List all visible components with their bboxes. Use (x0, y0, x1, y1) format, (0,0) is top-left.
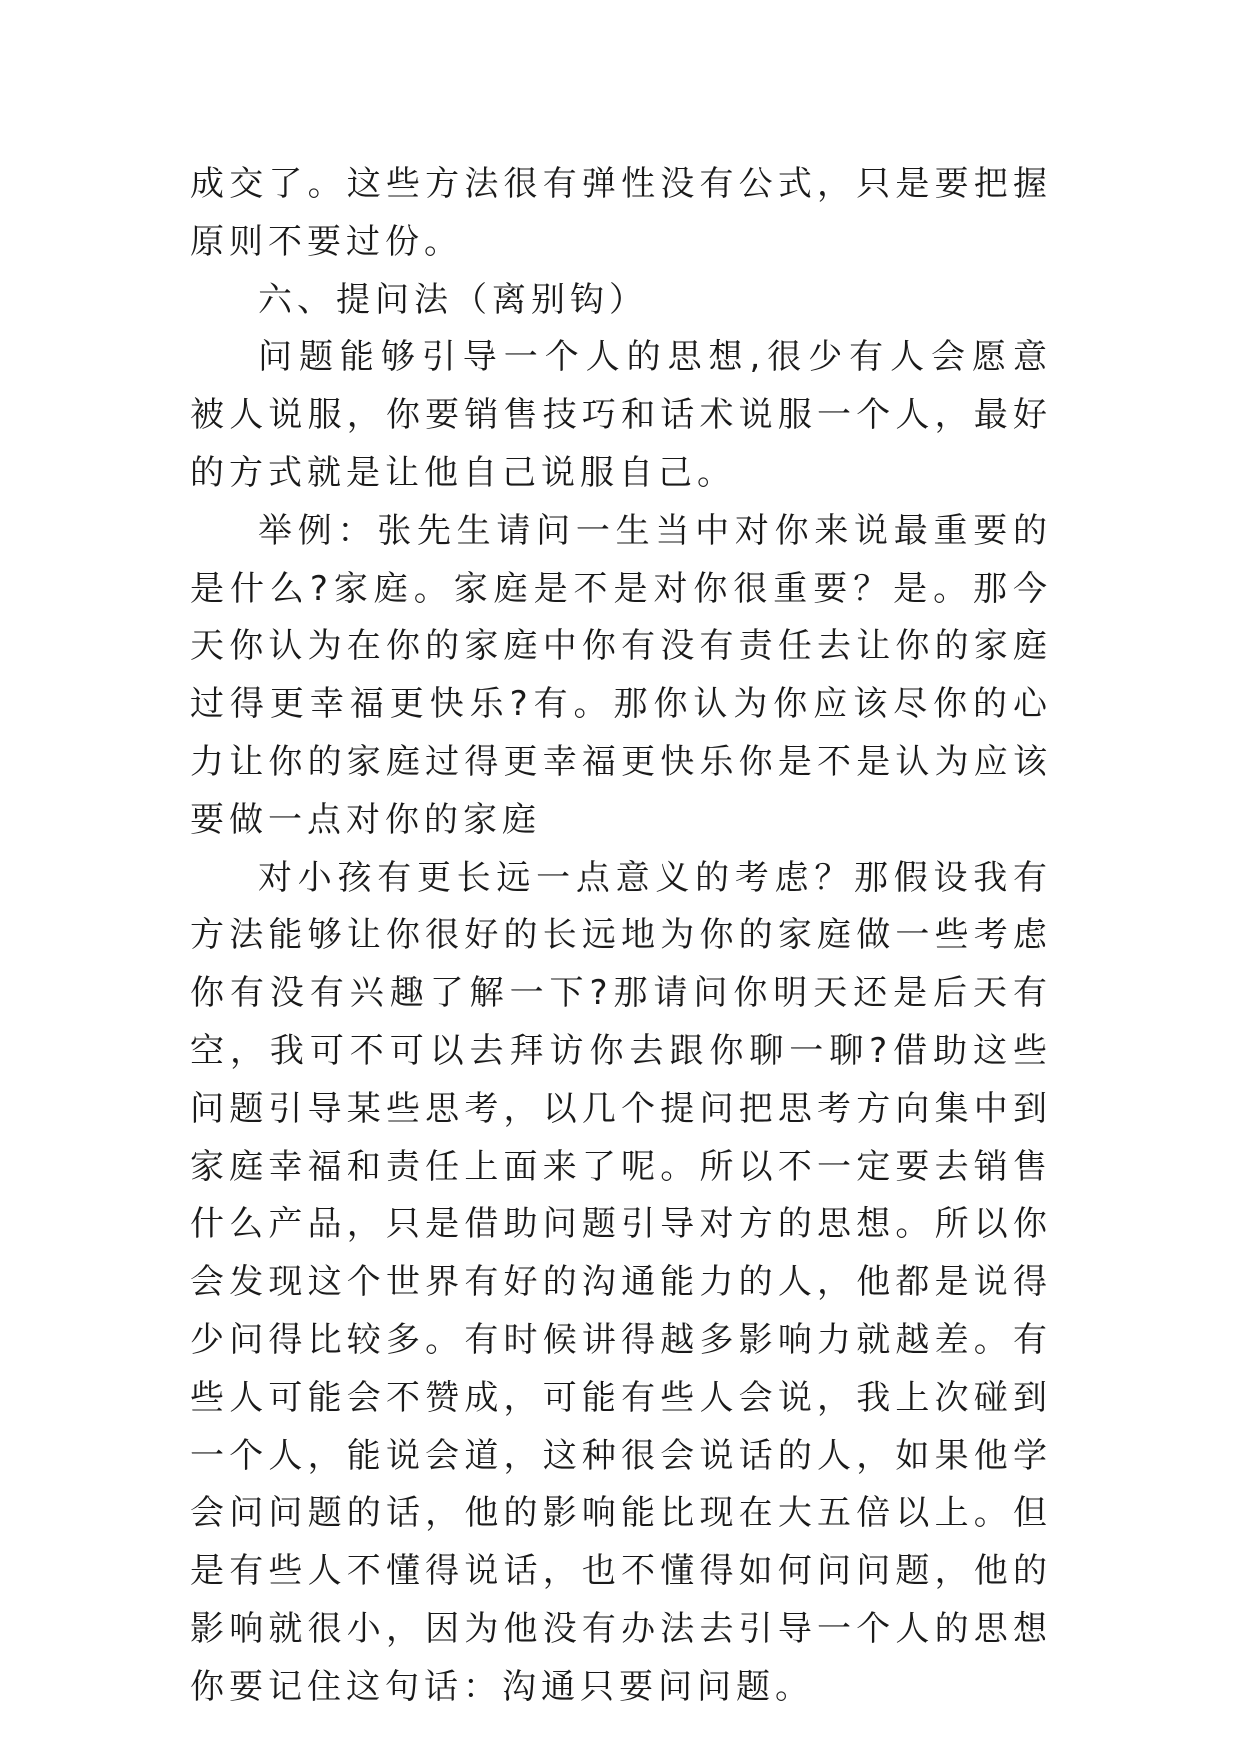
document-body (190, 156, 1052, 1717)
paragraph: 对小孩有更长远一点意义的考虑？那假设我有方法能够让你很好的长远地为你的家庭做一些考虑你有没有兴趣了解一下?那请问你明天还是后天有空，我可不可以去拜访你去跟你聊一聊?借助这些问题引导某些思考，以几个提问把思考方向集中到家庭幸福和责任上面来了呢。所以不一定要去销售什么产品，只是借助问题引导对方的思想。所以你会发现这个世界有好的沟通能力的人，他都是说得少问得比较多。有时候讲得越多影响力就越差。有些人可能会不赞成，可能有些人会说，我上次碰到一个人，能说会道，这种很会说话的人，如果他学会问问题的话，他的影响能比现在大五倍以上。但是有些人不懂得说话，也不懂得如何问问题，他的影响就很小，因为他没有办法去引导一个人的思想你要记住这句话：沟通只要问问题。 (190, 857, 1052, 1707)
paragraph-example: 举例：张先生请问一生当中对你来说最重要的是什么?家庭。家庭是不是对你很重要？是。那今天你认为在你的家庭中你有没有责任去让你的家庭过得更幸福更快乐?有。那你认为你应该尽你的心力让你的家庭过得更幸福更快乐你是不是认为应该要做一点对你的家庭 (190, 510, 1052, 840)
section-heading: 六、提问法（离别钩） (258, 279, 648, 320)
paragraph-continued: 成交了。这些方法很有弹性没有公式，只是要把握原则不要过份。 (190, 164, 1052, 262)
paragraph: 问题能够引导一个人的思想,很少有人会愿意被人说服，你要销售技巧和话术说服一个人，最好的方式就是让他自己说服自己。 (190, 337, 1052, 493)
